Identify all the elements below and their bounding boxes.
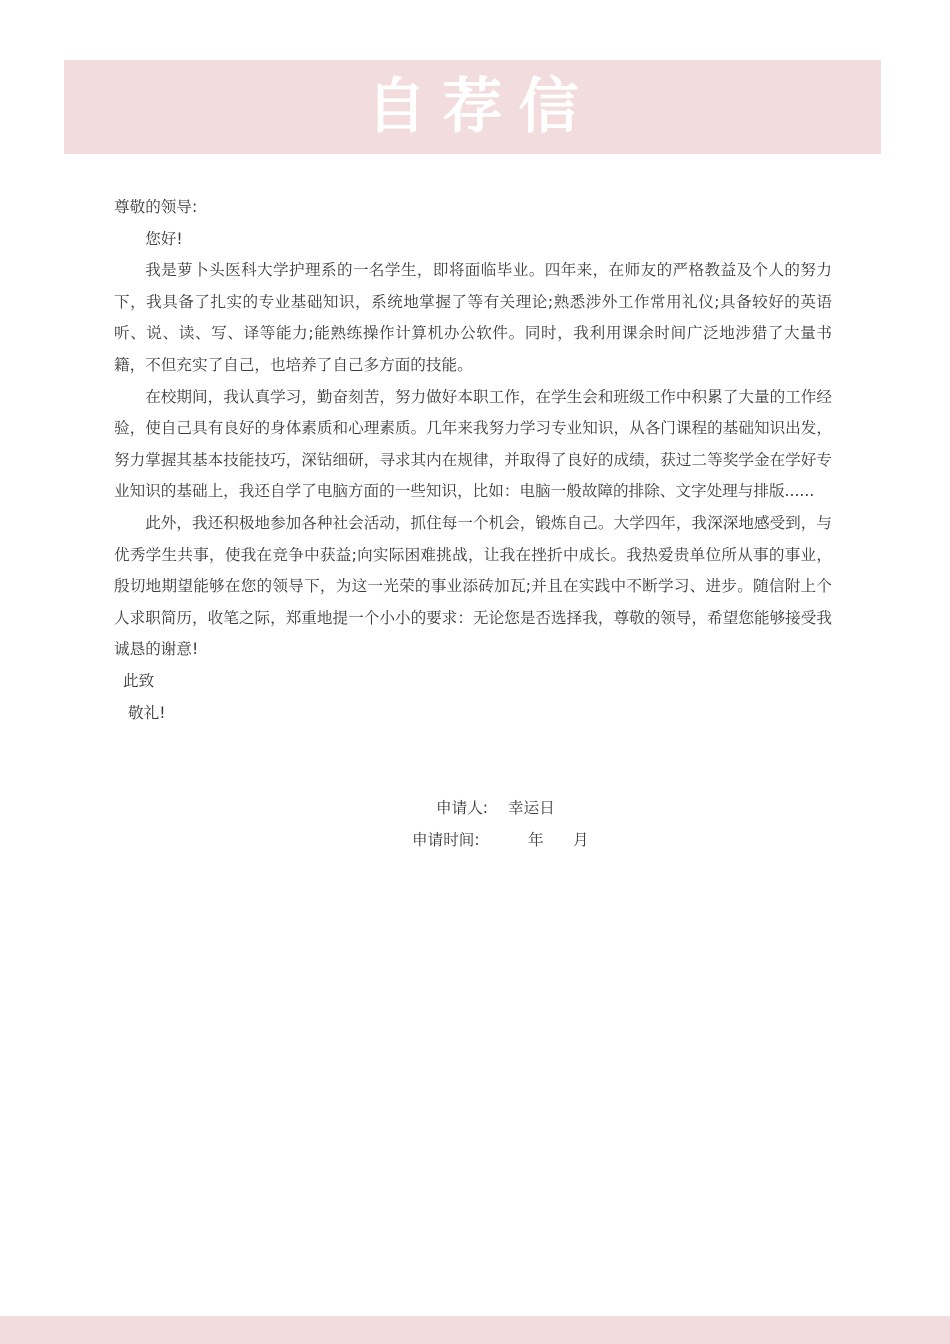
letter-body <box>114 192 832 729</box>
page-title: 自荐信 <box>366 72 595 142</box>
paragraph-activities: 此外，我还积极地参加各种社会活动，抓住每一个机会，锻炼自己。大学四年，我深深地感受到，与优秀学生共事，使我在竞争中获益;向实际困难挑战，让我在挫折中成长。我热爱贵单位所从事的事业，殷切地期望能够在您的领导下，为这一光荣的事业添砖加瓦;并且在实践中不断学习、进步。随信附上个人求职简历，收笔之际，郑重地提一个小小的要求：无论您是否选择我，尊敬的领导，希望您能够接受我诚恳的谢意! <box>114 513 832 659</box>
month-label: 月 <box>573 830 589 849</box>
applicant-name: 幸运日 <box>508 799 555 817</box>
signature-block <box>0 793 950 856</box>
closing-line-2: 敬礼! <box>128 703 166 722</box>
closing-line-1: 此致 <box>123 671 155 690</box>
salutation: 尊敬的领导: <box>114 198 198 216</box>
year-label: 年 <box>528 830 544 849</box>
applicant-row <box>0 793 950 825</box>
applicant-label: 申请人: <box>436 799 489 817</box>
footer-bar <box>0 1316 950 1344</box>
paragraph-school: 在校期间，我认真学习，勤奋刻苦，努力做好本职工作，在学生会和班级工作中积累了大量的工作经验，使自己具有良好的身体素质和心理素质。几年来我努力学习专业知识，从各门课程的基础知识出发，努力掌握其基本技能技巧，深钻细研，寻求其内在规律，并取得了良好的成绩，获过二等奖学金在学好专业知识的基础上，我还自学了电脑方面的一些知识，比如：电脑一般故障的排除、文字处理与排版...... <box>114 387 832 501</box>
date-label: 申请时间: <box>412 830 480 849</box>
title-banner <box>64 60 881 154</box>
paragraph-intro: 我是萝卜头医科大学护理系的一名学生，即将面临毕业。四年来，在师友的严格教益及个人的努力下，我具备了扎实的专业基础知识，系统地掌握了等有关理论;熟悉涉外工作常用礼仪;具备较好的英语听、说、读、写、译等能力;能熟练操作计算机办公软件。同时，我利用课余时间广泛地涉猎了大量书籍，不但充实了自己，也培养了自己多方面的技能。 <box>114 261 832 374</box>
greeting: 您好! <box>145 229 183 248</box>
date-row <box>0 825 950 857</box>
